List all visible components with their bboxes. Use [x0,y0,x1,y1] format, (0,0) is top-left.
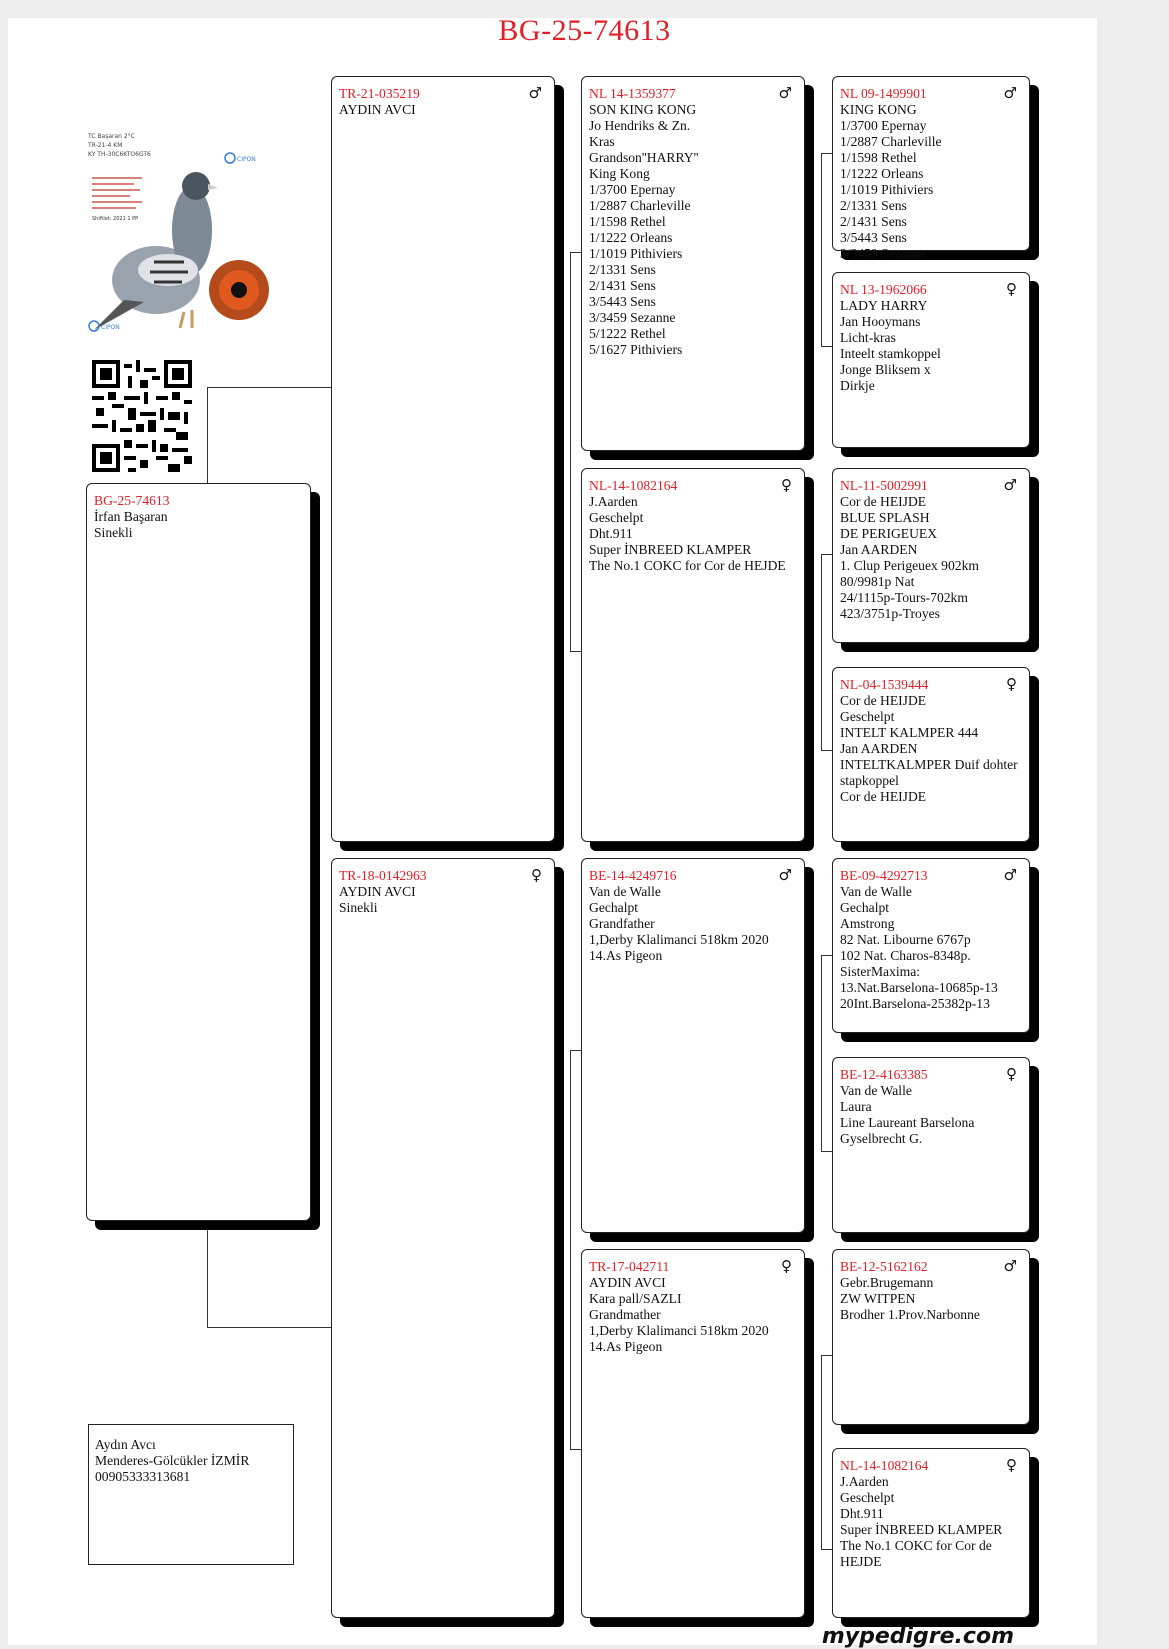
male-symbol-icon: ♂ [528,84,542,102]
female-symbol-icon: ♀ [781,476,792,494]
connector [207,1327,331,1328]
female-symbol-icon: ♀ [531,866,542,884]
pigeon-photo-card [84,130,284,352]
connector [821,1151,832,1152]
male-symbol-icon: ♂ [1003,476,1017,494]
connector [821,1355,822,1550]
connector [570,252,571,652]
male-symbol-icon: ♂ [778,866,792,884]
dam-sire-card[interactable]: BE-14-4249716 ♂ Van de Walle Gechalpt Grandfather 1,Derby Klalimanci 518km 2020 14.As Pigeon [581,858,805,1233]
dam-card[interactable]: TR-18-0142963 ♀ AYDIN AVCI Sinekli [331,858,555,1618]
connector [570,1050,581,1051]
male-symbol-icon: ♂ [1003,84,1017,102]
male-symbol-icon: ♂ [1003,1257,1017,1275]
connector [821,955,822,1151]
male-symbol-icon: ♂ [778,84,792,102]
svg-text:CIPON: CIPON [101,324,120,331]
connector [821,346,832,347]
connector [821,1549,832,1550]
connector [821,153,832,154]
svg-text:Shiftlet: 2021 1 PP: Shiftlet: 2021 1 PP [92,216,139,222]
sire-dam-sire-card[interactable]: NL-11-5002991 ♂ Cor de HEIJDE BLUE SPLASH DE PERIGEUEX Jan AARDEN 1. Clup Perigeuex 902km 80/9981p Nat 24/1115p-Tours-702km 423/3751p-Troyes [832,468,1030,643]
connector [570,1050,571,1450]
page-title: BG-25-74613 [498,14,671,47]
connector [570,651,581,652]
brand-watermark: mypedigre.com [821,1624,1014,1649]
connector [821,955,832,956]
owner-info: Aydın Avcı Menderes-Gölcükler İZMİR 00905333313681 [88,1424,294,1565]
dam-dam-dam-card[interactable]: NL-14-1082164 ♀ J.Aarden Geschelpt Dht.911 Super İNBREED KLAMPER The No.1 COKC for Cor de HEJDE [832,1448,1030,1618]
dam-sire-sire-card[interactable]: BE-09-4292713 ♂ Van de Walle Gechalpt Amstrong 82 Nat. Libourne 6767p 102 Nat. Charos-8348p. SisterMaxima: 13.Nat.Barselona-10685p-13 20Int.Barselona-25382p-13 [832,858,1030,1033]
subject-card[interactable]: BG-25-74613 İrfan Başaran Sinekli [86,483,311,1221]
dam-dam-card[interactable]: TR-17-042711 ♀ AYDIN AVCI Kara pall/SAZLI Grandmather 1,Derby Klalimanci 518km 2020 14.As Pigeon [581,1249,805,1618]
sire-sire-card[interactable]: NL 14-1359377 ♂ SON KING KONG Jo Hendriks & Zn. Kras Grandson''HARRY'' King Kong 1/3700 Epernay 1/2887 Charleville 1/1598 Rethel 1/1222 Orleans 1/1019 Pithiviers 2/1331 Sens 2/1431 Sens 3/5443 Sens 3/3459 Sezanne 5/1222 Rethel 5/1627 Pithiviers [581,76,805,451]
female-symbol-icon: ♀ [1006,1456,1017,1474]
female-symbol-icon: ♀ [781,1257,792,1275]
svg-text:CIPON: CIPON [237,156,256,163]
sire-sire-sire-card[interactable]: NL 09-1499901 ♂ KING KONG 1/3700 Epernay 1/2887 Charleville 1/1598 Rethel 1/1222 Orleans 1/1019 Pithiviers 2/1331 Sens 2/1431 Sens 3/5443 Sens 3/3459 Sezanne [832,76,1030,251]
pigeon-image [84,130,284,352]
connector [821,750,832,751]
connector [570,1449,581,1450]
dam-sire-dam-card[interactable]: BE-12-4163385 ♀ Van de Walle Laura Line Laureant Barselona Gyselbrecht G. [832,1057,1030,1233]
female-symbol-icon: ♀ [1006,675,1017,693]
connector [821,1355,832,1356]
male-symbol-icon: ♂ [1003,866,1017,884]
connector [207,387,208,483]
ring-number: BG-25-74613 [94,493,170,508]
connector [207,1221,208,1327]
photo-caption: TC Başaran 2°C TR-21-4 KM KY TH-30C6KTO6GT6 [88,133,151,158]
sire-dam-card[interactable]: NL-14-1082164 ♀ J.Aarden Geschelpt Dht.911 Super İNBREED KLAMPER The No.1 COKC for Cor de HEJDE [581,468,805,842]
qr-code[interactable] [92,360,192,472]
connector [570,252,581,253]
connector [821,554,832,555]
connector [821,554,822,750]
sire-sire-dam-card[interactable]: NL 13-1962066 ♀ LADY HARRY Jan Hooymans Licht-kras Inteelt stamkoppel Jonge Bliksem x Dirkje [832,272,1030,448]
connector [207,387,331,388]
sire-dam-dam-card[interactable]: NL-04-1539444 ♀ Cor de HEIJDE Geschelpt INTELT KALMPER 444 Jan AARDEN INTELTKALMPER Duif dohter stapkoppel Cor de HEIJDE [832,667,1030,842]
dam-dam-sire-card[interactable]: BE-12-5162162 ♂ Gebr.Brugemann ZW WITPEN Brodher 1.Prov.Narbonne [832,1249,1030,1425]
female-symbol-icon: ♀ [1006,280,1017,298]
female-symbol-icon: ♀ [1006,1065,1017,1083]
connector [821,153,822,346]
sire-card[interactable]: TR-21-035219 ♂ AYDIN AVCI [331,76,555,842]
